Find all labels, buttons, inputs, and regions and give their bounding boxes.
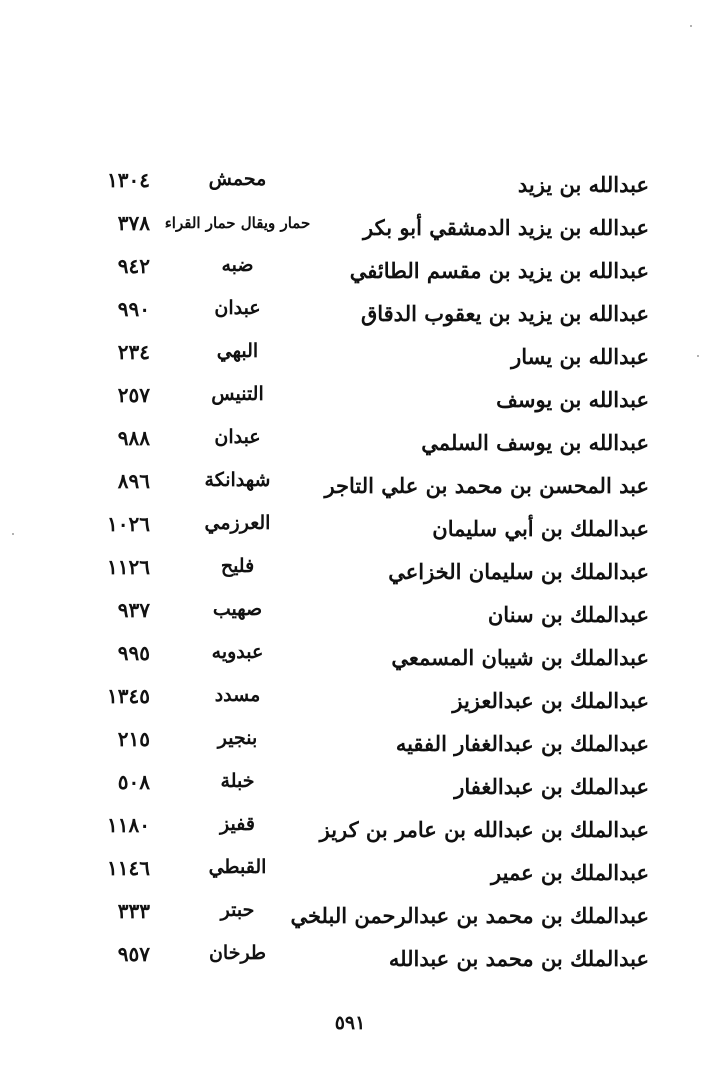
entry-nickname: حمار ويقال حمار القراء <box>164 214 311 232</box>
index-row <box>0 856 723 899</box>
entry-number: ٩٣٧ <box>117 598 150 622</box>
entry-nickname: القبطي <box>208 856 267 878</box>
index-row <box>0 426 723 469</box>
entry-name: عبد المحسن بن محمد بن علي التاجر <box>324 473 649 498</box>
entry-nickname: العرزمي <box>204 512 271 534</box>
entry-name: عبدالله بن يسار <box>511 344 649 369</box>
entry-name: عبدالله بن يزيد بن يعقوب الدقاق <box>360 301 649 326</box>
index-row <box>0 813 723 856</box>
entry-number: ٢٥٧ <box>117 383 150 407</box>
entry-nickname: البهي <box>216 340 259 362</box>
entry-number: ١٣٠٤ <box>107 168 150 192</box>
index-row <box>0 512 723 555</box>
entry-nickname: خبلة <box>220 770 255 792</box>
entry-nickname: صهيب <box>212 598 263 620</box>
entry-number: ٢٣٤ <box>117 340 150 364</box>
index-row <box>0 942 723 985</box>
index-row <box>0 727 723 770</box>
entry-nickname: مسدد <box>214 684 261 706</box>
entry-name: عبدالملك بن عبدالغفار الفقيه <box>395 731 649 756</box>
entry-number: ٩٨٨ <box>117 426 150 450</box>
index-row <box>0 297 723 340</box>
entry-name: عبدالملك بن شيبان المسمعي <box>391 645 649 670</box>
index-row <box>0 899 723 942</box>
entry-number: ٩٩٥ <box>117 641 150 665</box>
entry-number: ٩٩٠ <box>117 297 150 321</box>
entry-number: ٣٣٣ <box>117 899 150 923</box>
entry-name: عبدالملك بن سنان <box>487 602 649 627</box>
entry-nickname: عبدان <box>214 297 261 319</box>
entry-number: ٥٠٨ <box>117 770 150 794</box>
entry-name: عبدالله بن يزيد الدمشقي أبو بكر <box>363 215 649 240</box>
entry-name: عبدالملك بن عمير <box>491 860 649 885</box>
entry-name: عبدالله بن يوسف السلمي <box>421 430 649 455</box>
scan-speck <box>697 355 699 357</box>
entry-number: ٩٤٢ <box>117 254 150 278</box>
entry-number: ٩٥٧ <box>117 942 150 966</box>
entry-nickname: فليح <box>220 555 255 577</box>
index-row <box>0 684 723 727</box>
entry-nickname: ضبه <box>221 254 254 276</box>
entry-name: عبدالملك بن عبدالعزيز <box>452 688 649 713</box>
entry-nickname: عبدان <box>214 426 261 448</box>
index-row <box>0 641 723 684</box>
entry-name: عبدالملك بن محمد بن عبدالله <box>388 946 649 971</box>
entry-nickname: حبتر <box>220 899 255 921</box>
entry-name: عبدالملك بن عبدالله بن عامر بن كريز <box>319 817 649 842</box>
entry-name: عبدالملك بن عبدالغفار <box>454 774 649 799</box>
index-row <box>0 383 723 426</box>
scan-speck <box>12 533 14 535</box>
entry-nickname: عبدويه <box>211 641 264 663</box>
entry-name: عبدالملك بن سليمان الخزاعي <box>388 559 649 584</box>
scan-speck <box>690 25 692 27</box>
entry-number: ١١٢٦ <box>107 555 150 579</box>
entry-number: ١٠٢٦ <box>107 512 150 536</box>
entry-number: ١٣٤٥ <box>107 684 150 708</box>
entry-nickname: بنجير <box>217 727 258 749</box>
index-row <box>0 340 723 383</box>
index-row <box>0 168 723 211</box>
entry-name: عبدالله بن يوسف <box>496 387 649 412</box>
index-row <box>0 254 723 297</box>
entry-nickname: التنيس <box>211 383 264 405</box>
index-row <box>0 598 723 641</box>
index-list <box>0 168 723 985</box>
entry-number: ٣٧٨ <box>117 211 150 235</box>
entry-number: ١١٨٠ <box>107 813 150 837</box>
entry-name: عبدالملك بن أبي سليمان <box>432 516 649 541</box>
entry-name: عبدالملك بن محمد بن عبدالرحمن البلخي <box>290 903 649 928</box>
page-number: ٥٩١ <box>334 1012 366 1034</box>
index-row <box>0 770 723 813</box>
entry-nickname: شهدانكة <box>204 469 271 491</box>
entry-name: عبدالله بن يزيد <box>517 172 649 197</box>
entry-number: ١١٤٦ <box>107 856 150 880</box>
index-row <box>0 555 723 598</box>
index-row <box>0 211 723 254</box>
entry-number: ٢١٥ <box>117 727 150 751</box>
entry-name: عبدالله بن يزيد بن مقسم الطائفي <box>349 258 649 283</box>
entry-number: ٨٩٦ <box>117 469 150 493</box>
entry-nickname: قفيز <box>220 813 255 835</box>
index-row <box>0 469 723 512</box>
entry-nickname: طرخان <box>208 942 267 964</box>
entry-nickname: محمش <box>208 168 267 190</box>
